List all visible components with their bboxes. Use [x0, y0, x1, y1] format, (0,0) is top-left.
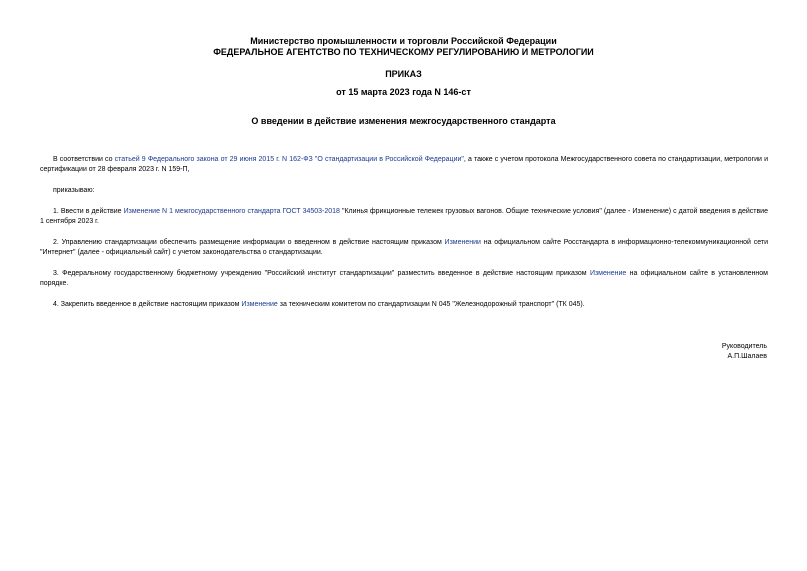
federal-law-link[interactable]: статьей 9 Федерального закона от 29 июня 2015 г. N 162-ФЗ "О стандартизации в Российской Федерации": [114, 156, 464, 163]
amendment-link-item-4[interactable]: Изменение: [241, 301, 278, 308]
item-3-text-1: 3. Федеральному государственному бюджетному учреждению "Российский институт стандартизации" разместить введенное в действие настоящим приказом: [53, 270, 590, 277]
signatory-name: А.П.Шалаев: [727, 353, 767, 360]
item-4-paragraph: [40, 300, 768, 310]
amendment-link-item-3[interactable]: Изменение: [589, 270, 627, 277]
document-title: О введении в действие изменения межгосударственного стандарта: [251, 116, 556, 126]
document-type: ПРИКАЗ: [385, 69, 422, 79]
item-3-text-2: на официальном сайте в установленном порядке.: [40, 270, 768, 287]
preamble-text-1: В соответствии со: [53, 156, 115, 163]
ministry-name: Министерство промышленности и торговли Российской Федерации: [250, 36, 557, 46]
amendment-link-item-2[interactable]: Изменении: [444, 239, 481, 246]
item-2-text-2: на официальном сайте Росстандарта в информационно-телекоммуникационной сети "Интернет" (далее - официальный сайт) с учетом законодательства о стандартизации.: [40, 239, 768, 256]
item-4-text-1: 4. Закрепить введенное в действие настоящим приказом: [53, 301, 242, 308]
gost-amendment-link[interactable]: Изменение N 1 межгосударственного стандарта ГОСТ 34503-2018: [123, 208, 340, 215]
order-word: приказываю:: [53, 187, 95, 194]
signatory-position: Руководитель: [721, 343, 767, 350]
item-3-paragraph: [40, 269, 768, 289]
document-date-number: от 15 марта 2023 года N 146-ст: [336, 87, 471, 97]
item-1-paragraph: [40, 207, 768, 227]
item-2-text-1: 2. Управлению стандартизации обеспечить размещение информации о введенном в действие настоящим приказом: [53, 239, 445, 246]
agency-name: ФЕДЕРАЛЬНОЕ АГЕНТСТВО ПО ТЕХНИЧЕСКОМУ РЕГУЛИРОВАНИЮ И МЕТРОЛОГИИ: [213, 47, 594, 57]
preamble-paragraph: [40, 155, 768, 175]
item-4-text-2: за техническим комитетом по стандартизации N 045 "Железнодорожный транспорт" (ТК 045).: [277, 301, 585, 308]
item-2-paragraph: [40, 238, 768, 258]
item-1-text-2: "Клинья фрикционные тележек грузовых вагонов. Общие технические условия" (далее - Изменение) с датой введения в действие 1 сентября 2023 г.: [40, 208, 768, 225]
preamble-text-2: , а также с учетом протокола Межгосударственного совета по стандартизации, метрологии и сертификации от 28 февраля 2023 г. N 159-П,: [40, 156, 768, 173]
item-1-text-1: 1. Ввести в действие: [53, 208, 124, 215]
